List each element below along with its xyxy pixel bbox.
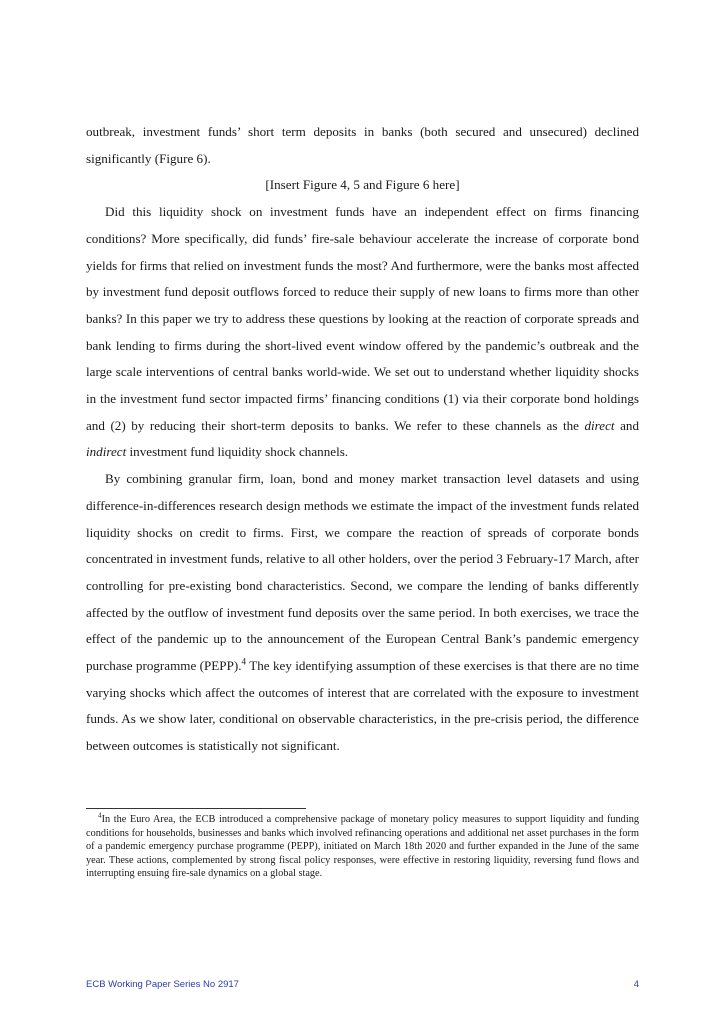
paragraph-continuation: [86, 119, 639, 172]
footer-series-title: ECB Working Paper Series No 2917: [86, 979, 239, 990]
paragraph-text: outbreak, investment funds’ short term deposits in banks (both secured and unsecured) declined significantly (Figure 6).: [86, 124, 639, 166]
emphasis-direct: direct: [584, 417, 615, 433]
body-text: [86, 119, 639, 760]
footnote-divider: [86, 808, 306, 809]
footnote-mark: 4: [98, 811, 102, 820]
paragraph-methodology: [86, 466, 639, 760]
insert-note-text: [Insert Figure 4, 5 and Figure 6 here]: [265, 177, 460, 193]
page-number: 4: [633, 979, 639, 990]
footnote-reference[interactable]: 4: [241, 656, 247, 667]
footnote-4: [86, 813, 639, 881]
paragraph-text: Did this liquidity shock on investment funds have an independent effect on firms financing conditions? More specifically, did funds’ fire-sale behaviour accelerate the increase of corporate bond yields for firms that relied on investment funds the most? And furthermore, were the banks most affected by investment fund deposit outflows forced to reduce their supply of new loans to firms more than other banks? In this paper we try to address these questions by looking at the reaction of corporate spreads and bank lending to firms during the short-lived event window offered by the pandemic’s outbreak and the large scale interventions of central banks world-wide. We set out to understand whether liquidity shocks in the investment fund sector impacted firms’ financing conditions (1) via their corporate bond holdings and (2) by reducing their short-term deposits to banks. We refer to these channels as the: [86, 204, 639, 433]
paragraph-text: By combining granular firm, loan, bond and money market transaction level datasets and using difference-in-differences research design methods we estimate the impact of the investment funds related liquidity shocks on credit to firms. First, we compare the reaction of spreads of corporate bonds concentrated in investment funds, relative to all other holders, over the period 3 February-17 March, after controlling for pre-existing bond characteristics. Second, we compare the lending of banks differently affected by the outflow of investment fund deposits over the same period. In both exercises, we trace the effect of the pandemic up to the announcement of the European Central Bank’s pandemic emergency purchase programme (PEPP).: [86, 471, 639, 674]
footnote-text: In the Euro Area, the ECB introduced a comprehensive package of monetary policy measures to support liquidity and funding conditions for households, businesses and banks which involved refinancing operations and additional net asset purchases in the form of a pandemic emergency purchase programme (PEPP), initiated on March 18th 2020 and further expanded in the June of the same year. These actions, complemented by strong fiscal policy responses, were effective in restoring liquidity, reversing fund flows and interrupting ensuing fire-sale dynamics on a global stage.: [86, 814, 639, 880]
paragraph-text: The key identifying assumption of these exercises is that there are no time varying shocks which affect the outcomes of interest that are correlated with the exposure to investment funds. As we show later, conditional on observable characteristics, in the pre-crisis period, the difference between outcomes is statistically not significant.: [86, 658, 639, 754]
paragraph-research-questions: [86, 199, 639, 466]
paragraph-text: and: [614, 417, 639, 433]
emphasis-indirect: indirect: [86, 444, 127, 460]
paragraph-text: investment fund liquidity shock channels.: [126, 444, 349, 460]
insert-figure-note: [86, 172, 639, 199]
